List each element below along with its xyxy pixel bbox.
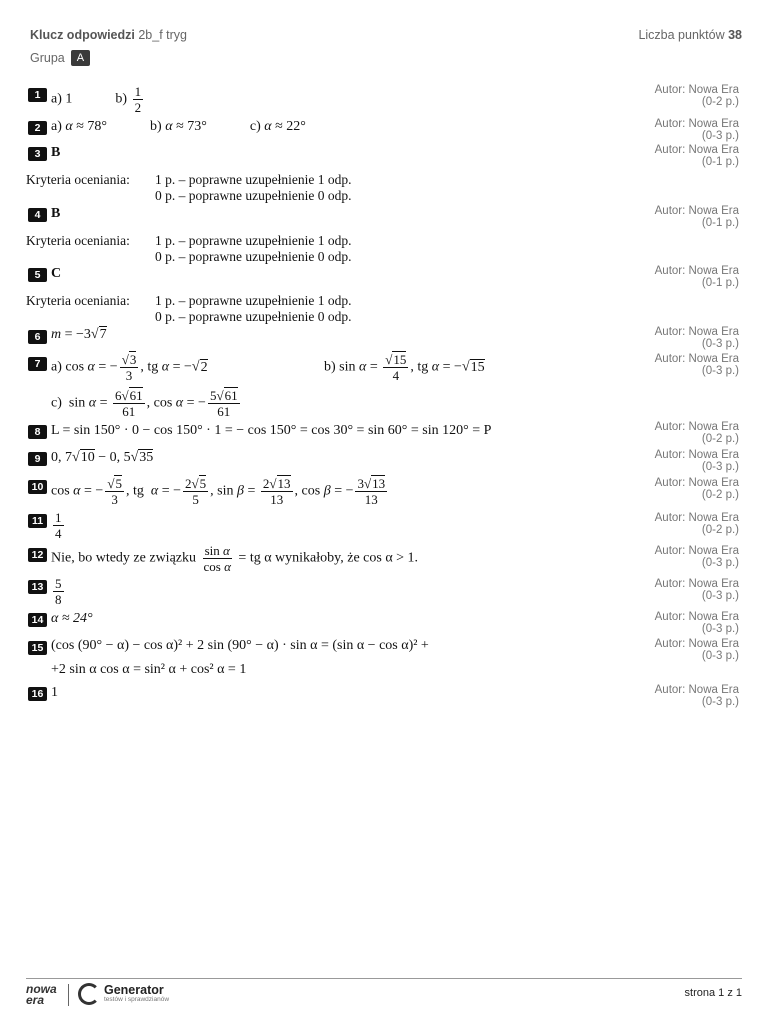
answer-4: B bbox=[51, 206, 61, 221]
question-number: 16 bbox=[28, 687, 47, 701]
author-note: Autor: Nowa Era (0-3 p.) bbox=[654, 611, 739, 635]
author-note: Autor: Nowa Era (0-3 p.) bbox=[654, 326, 739, 350]
answer-12: Nie, bo wtedy ze związku $\frac{\text{sin α}}{\text{cos α}}$ = tg α wynikałoby, że cos α > 1. bbox=[51, 543, 419, 574]
answer-9: 0, 7√10 − 0, 5√35 bbox=[51, 450, 154, 465]
answer-5: C bbox=[51, 266, 62, 281]
author-note: Autor: Nowa Era (0-2 p.) bbox=[654, 512, 739, 536]
question-number: 14 bbox=[28, 613, 47, 627]
question-number: 10 bbox=[28, 480, 47, 494]
answer-2: a) α ≈ 78° b) α ≈ 73° c) α ≈ 22° bbox=[51, 119, 306, 134]
nowa-era-logo: nowa era bbox=[26, 982, 57, 1007]
author-note: Autor: Nowa Era (0-3 p.) bbox=[654, 684, 739, 708]
answer-7b: b) sin α = $\frac{√15}{4}$ , tg α = −√15 bbox=[324, 352, 485, 383]
author-note: Autor: Nowa Era (0-3 p.) bbox=[654, 353, 739, 377]
question-number: 5 bbox=[28, 268, 47, 282]
question-number: 9 bbox=[28, 452, 47, 466]
page-number: strona 1 z 1 bbox=[684, 987, 742, 999]
generator-logo: Generator testów i sprawdzianów bbox=[78, 983, 169, 1005]
question-number: 4 bbox=[28, 208, 47, 222]
answer-7c: c) sin α = $\frac{6√61}{61}$ , cos α = − $\frac{5√61}{61}$ bbox=[51, 388, 238, 419]
answer-8: L = sin 150° · 0 − cos 150° · 1 = − cos 150° = cos 30° = sin 60° = sin 120° = P bbox=[51, 423, 492, 438]
answer-3: B bbox=[51, 145, 61, 160]
author-note: Autor: Nowa Era (0-1 p.) bbox=[654, 144, 739, 168]
footer-divider bbox=[26, 978, 742, 979]
answer-14: α ≈ 24° bbox=[51, 611, 93, 626]
author-note: Autor: Nowa Era (0-3 p.) bbox=[654, 638, 739, 662]
document-title: Klucz odpowiedzi 2b_f tryg bbox=[30, 28, 187, 42]
question-number: 6 bbox=[28, 330, 47, 344]
author-note: Autor: Nowa Era (0-3 p.) bbox=[654, 118, 739, 142]
group-indicator: Grupa A bbox=[30, 50, 90, 66]
author-note: Autor: Nowa Era (0-1 p.) bbox=[654, 265, 739, 289]
answer-7a: a) cos α = − $\frac{√3}{3}$ , tg α = −√2 bbox=[51, 352, 208, 383]
answer-6: m = −3√7 bbox=[51, 327, 107, 342]
question-number: 13 bbox=[28, 580, 47, 594]
question-number: 2 bbox=[28, 121, 47, 135]
question-number: 15 bbox=[28, 641, 47, 655]
question-number: 8 bbox=[28, 425, 47, 439]
answer-10: cos α = − $\frac{√5}{3}$ , tg α = − $\frac{2√5}{5}$ , sin β = $\frac{2√13}{13}$ , cos β = − $\frac{3√13}{13}$ bbox=[51, 476, 386, 507]
question-number: 7 bbox=[28, 357, 47, 371]
answer-16: 1 bbox=[51, 685, 58, 700]
answer-15-line1: (cos (90° − α) − cos α)² + 2 sin (90° − α) · sin α = (sin α − cos α)² + bbox=[51, 638, 429, 653]
author-note: Autor: Nowa Era (0-3 p.) bbox=[654, 545, 739, 569]
group-badge: A bbox=[71, 50, 90, 66]
points-total: Liczba punktów 38 bbox=[638, 28, 742, 42]
author-note: Autor: Nowa Era (0-2 p.) bbox=[654, 84, 739, 108]
author-note: Autor: Nowa Era (0-2 p.) bbox=[654, 477, 739, 501]
author-note: Autor: Nowa Era (0-3 p.) bbox=[654, 449, 739, 473]
question-number: 12 bbox=[28, 548, 47, 562]
generator-g-icon bbox=[78, 983, 100, 1005]
logo-divider bbox=[68, 984, 69, 1006]
author-note: Autor: Nowa Era (0-3 p.) bbox=[654, 578, 739, 602]
question-number: 1 bbox=[28, 88, 47, 102]
answer-1: a) 1 b) $\frac{1}{2}$ bbox=[51, 84, 142, 115]
question-number: 3 bbox=[28, 147, 47, 161]
question-number: 11 bbox=[28, 514, 47, 528]
answer-13: $\frac{5}{8}$ bbox=[55, 576, 62, 607]
author-note: Autor: Nowa Era (0-1 p.) bbox=[654, 205, 739, 229]
author-note: Autor: Nowa Era (0-2 p.) bbox=[654, 421, 739, 445]
answer-11: $\frac{1}{4}$ bbox=[55, 510, 62, 541]
answer-15-line2: +2 sin α cos α = sin² α + cos² α = 1 bbox=[51, 662, 247, 677]
